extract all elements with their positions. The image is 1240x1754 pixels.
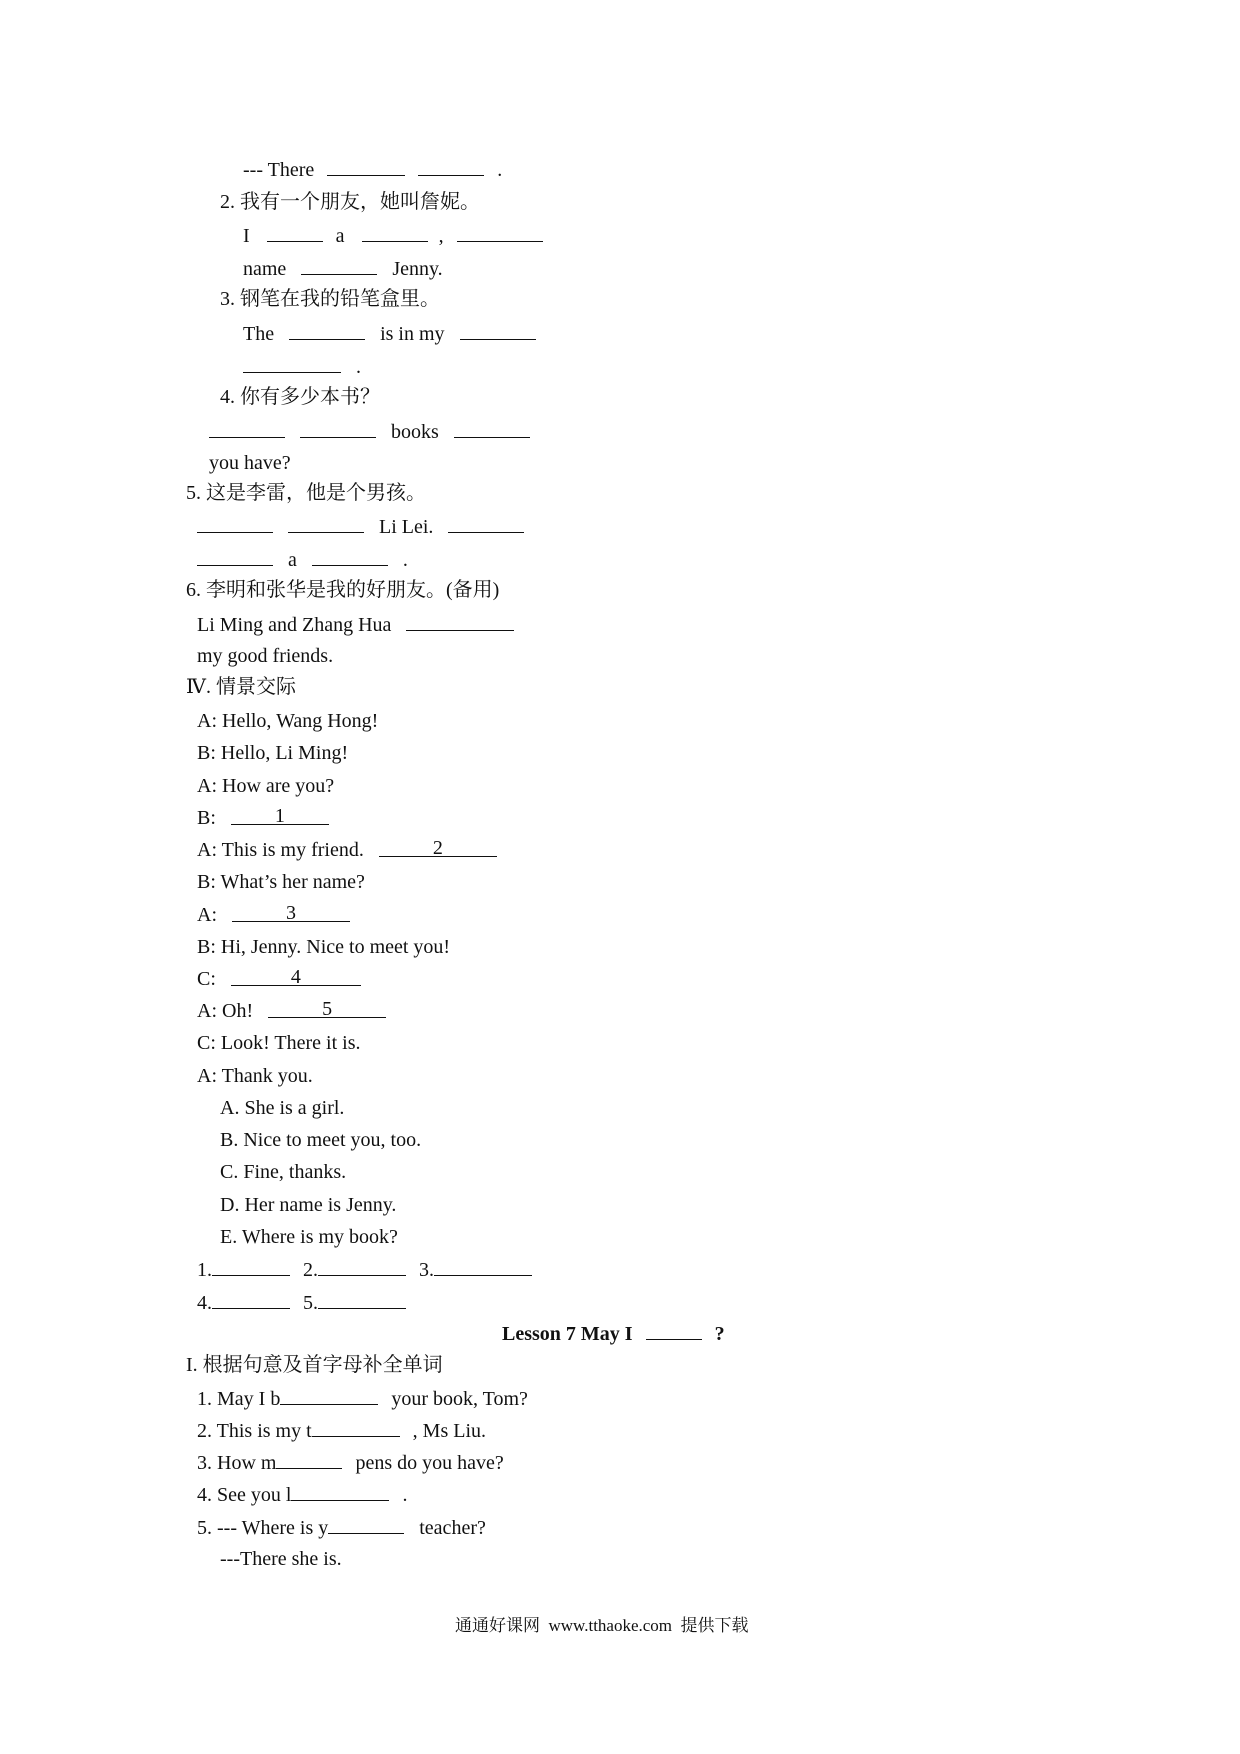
item-tail: pens do you have?: [355, 1452, 504, 1474]
answer-blank[interactable]: [448, 514, 524, 533]
word: a: [335, 225, 345, 247]
word: Jenny.: [392, 258, 443, 280]
dialogue-blank[interactable]: [231, 806, 329, 825]
dialogue-line: [197, 967, 361, 991]
answer-blank[interactable]: [291, 1482, 389, 1501]
word: is in my: [380, 323, 445, 345]
option-e: E. Where is my book?: [220, 1226, 398, 1248]
answer-blank[interactable]: [406, 612, 514, 631]
dialogue-blank[interactable]: [268, 999, 386, 1018]
item-lead: 2. This is my t: [197, 1420, 312, 1442]
dialogue-line: B: What’s her name?: [197, 871, 365, 893]
speaker: A: This is my friend.: [197, 839, 364, 861]
q5-prompt: 5. 这是李雷，他是个男孩。: [186, 482, 426, 504]
blank-number: 3: [286, 902, 296, 924]
word: ,: [438, 225, 444, 247]
item-tail: .: [402, 1484, 408, 1506]
answer-blank[interactable]: [212, 1290, 290, 1309]
answer-blank[interactable]: [434, 1257, 532, 1276]
answer-blank[interactable]: [197, 547, 273, 566]
dialogue-line: C: Look! There it is.: [197, 1032, 361, 1054]
answer-blank[interactable]: [209, 419, 285, 438]
q3-prompt: 3. 钢笔在我的铅笔盒里。: [220, 288, 440, 310]
q2-answer-line-2: [243, 256, 443, 281]
q2-answer-line-1: [243, 223, 543, 248]
q4-answer-line-1: [209, 419, 530, 444]
q4-prompt: 4. 你有多少本书？: [220, 386, 380, 408]
answer-label: 1.: [197, 1259, 212, 1281]
answer-blank[interactable]: [280, 1386, 378, 1405]
answer-blank[interactable]: [289, 321, 365, 340]
item-tail: , Ms Liu.: [412, 1420, 486, 1442]
q3-answer-line-1: [243, 321, 536, 346]
answer-label: 4.: [197, 1292, 212, 1314]
answer-label: 3.: [419, 1259, 434, 1281]
answer-blank[interactable]: [312, 547, 388, 566]
q5-answer-line-1: [197, 514, 524, 539]
blank-number: 2: [432, 837, 443, 859]
fill-item: [197, 1386, 528, 1411]
fill-item: [197, 1482, 407, 1507]
word: .: [402, 549, 408, 571]
answer-blank[interactable]: [318, 1290, 406, 1309]
answer-blank[interactable]: [243, 354, 341, 373]
lesson-7-section-heading: I. 根据句意及首字母补全单词: [186, 1354, 443, 1376]
lesson-7-title: [502, 1321, 725, 1346]
answer-row-2: [197, 1290, 406, 1315]
item-tail: teacher?: [419, 1517, 486, 1539]
title-blank[interactable]: [646, 1321, 702, 1340]
item-lead: 3. How m: [197, 1452, 277, 1474]
lesson-title-text: Lesson 7 May I: [502, 1323, 633, 1345]
fill-item: [197, 1450, 504, 1475]
dialogue-blank[interactable]: [379, 838, 497, 857]
dialogue-line: [197, 838, 497, 862]
q1-answer-line: [243, 157, 502, 182]
section-iv-heading: Ⅳ. 情景交际: [186, 676, 296, 698]
q5-answer-line-2: [197, 547, 408, 572]
item-lead: 1. May I b: [197, 1388, 281, 1410]
blank-number: 4: [290, 966, 301, 988]
answer-label: 2.: [303, 1259, 318, 1281]
word: books: [391, 421, 439, 443]
word: Li Lei.: [379, 516, 434, 538]
q6-prompt: 6. 李明和张华是我的好朋友。(备用): [186, 579, 500, 601]
answer-label: 5.: [303, 1292, 318, 1314]
page-footer: 通通好课网 www.tthaoke.com 提供下载: [455, 1616, 749, 1635]
answer-blank[interactable]: [327, 157, 405, 176]
speaker: A:: [197, 904, 217, 926]
fill-item: [197, 1418, 486, 1443]
answer-blank[interactable]: [267, 223, 323, 242]
dialogue-line: A: How are you?: [197, 775, 335, 797]
dialogue-blank[interactable]: [231, 967, 361, 986]
item-lead: 4. See you l: [197, 1484, 292, 1506]
item-lead: 5. --- Where is y: [197, 1517, 329, 1539]
dialogue-line: [197, 903, 350, 927]
speaker: A: Oh!: [197, 1000, 254, 1022]
q6-answer-line-1: [197, 612, 514, 637]
word: Li Ming and Zhang Hua: [197, 614, 392, 636]
option-a: A. She is a girl.: [220, 1097, 345, 1119]
answer-blank[interactable]: [457, 223, 543, 242]
q4-answer-line-2: you have?: [209, 452, 291, 474]
q2-prompt: 2. 我有一个朋友，她叫詹妮。: [220, 191, 480, 213]
speaker: B:: [197, 807, 216, 829]
word: name: [243, 258, 287, 280]
answer-blank[interactable]: [460, 321, 536, 340]
blank-number: 1: [274, 805, 285, 827]
answer-blank[interactable]: [212, 1257, 290, 1276]
answer-blank[interactable]: [288, 514, 364, 533]
word: I: [243, 225, 250, 247]
dialogue-line: A: Hello, Wang Hong!: [197, 710, 379, 732]
answer-blank[interactable]: [454, 419, 530, 438]
speaker: C:: [197, 968, 216, 990]
answer-blank[interactable]: [362, 223, 428, 242]
fill-item: [197, 1515, 486, 1540]
q3-answer-line-2: [243, 354, 361, 379]
q1-end: .: [497, 159, 503, 181]
word: .: [356, 356, 361, 378]
fill-item-reply: ---There she is.: [220, 1548, 342, 1570]
q6-answer-line-2: my good friends.: [197, 645, 334, 667]
answer-blank[interactable]: [197, 514, 273, 533]
dialogue-line: A: Thank you.: [197, 1065, 313, 1087]
option-b: B. Nice to meet you, too.: [220, 1129, 422, 1151]
word: a: [288, 549, 297, 571]
answer-blank[interactable]: [301, 256, 377, 275]
answer-blank[interactable]: [328, 1515, 404, 1534]
item-tail: your book, Tom?: [391, 1388, 528, 1410]
dialogue-line: B: Hello, Li Ming!: [197, 742, 349, 764]
dialogue-blank[interactable]: [232, 903, 350, 922]
dialogue-line: [197, 806, 329, 830]
word: The: [243, 323, 275, 345]
answer-blank[interactable]: [276, 1450, 342, 1469]
dialogue-line: [197, 999, 386, 1023]
option-d: D. Her name is Jenny.: [220, 1194, 397, 1216]
lesson-title-end: ?: [714, 1323, 725, 1345]
blank-number: 5: [322, 998, 333, 1020]
answer-blank[interactable]: [312, 1418, 400, 1437]
answer-blank[interactable]: [300, 419, 376, 438]
dialogue-line: B: Hi, Jenny. Nice to meet you!: [197, 936, 451, 958]
answer-row-1: [197, 1257, 532, 1282]
q1-lead: --- There: [243, 159, 315, 181]
answer-blank[interactable]: [418, 157, 484, 176]
option-c: C. Fine, thanks.: [220, 1161, 347, 1183]
answer-blank[interactable]: [318, 1257, 406, 1276]
